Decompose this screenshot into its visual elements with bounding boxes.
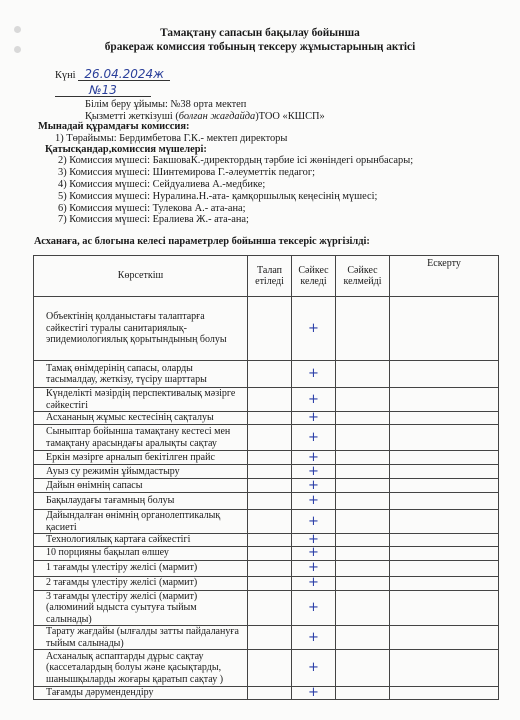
header-compliant: Сәйкес келеді bbox=[292, 256, 336, 297]
table-row bbox=[34, 425, 499, 451]
indicator-cell: Асхананың жұмыс кестесінің сақталуы bbox=[34, 412, 248, 425]
compliant-cell: + bbox=[292, 412, 336, 425]
table-row bbox=[34, 560, 499, 576]
compliant-cell: + bbox=[292, 425, 336, 451]
table-row bbox=[34, 590, 499, 626]
header-required: Талап етіледі bbox=[248, 256, 292, 297]
note-cell bbox=[390, 650, 499, 687]
compliant-cell: + bbox=[292, 361, 336, 388]
organization-line: Білім беру ұйымы: №38 орта мектеп bbox=[85, 99, 247, 110]
doc-title-line2: бракераж комиссия тобының тексеру жұмыстарының актісі bbox=[104, 41, 416, 53]
noncompliant-cell bbox=[336, 412, 390, 425]
noncompliant-cell bbox=[336, 650, 390, 687]
indicator-cell: Еркін мәзірге арналып бекітілген прайс bbox=[34, 451, 248, 465]
noncompliant-cell bbox=[336, 361, 390, 388]
member-line: 3) Комиссия мүшесі: Шинтемирова Г.-әлеуметтік педагог; bbox=[58, 167, 316, 178]
date-value: 26.04.2024ж bbox=[78, 68, 170, 81]
compliant-cell: + bbox=[292, 510, 336, 534]
table-row bbox=[34, 493, 499, 510]
indicator-cell: Асханалық аспаптарды дұрыс сақтау (кассеталардың болуы және қасықтарды, шанышқыларды жоғары қаратып сақтау ) bbox=[34, 650, 248, 687]
supplier-italic: болған жағдайда bbox=[178, 111, 256, 122]
table-row bbox=[34, 412, 499, 425]
indicator-cell: Күнделікті мәзірдің перспективалық мәзірге сәйкестігі bbox=[34, 388, 248, 412]
noncompliant-cell bbox=[336, 546, 390, 560]
note-cell bbox=[390, 560, 499, 576]
note-cell bbox=[390, 388, 499, 412]
member-line: 2) Комиссия мүшесі: БакшоваК.-директордың тәрбие ісі жөніндегі орынбасары; bbox=[58, 155, 414, 166]
note-cell bbox=[390, 451, 499, 465]
doc-title-line1: Тамақтану сапасын бақылау бойынша bbox=[160, 27, 360, 39]
note-cell bbox=[390, 425, 499, 451]
supplier-prefix: Қызметті жеткізуші ( bbox=[85, 111, 179, 122]
note-cell bbox=[390, 626, 499, 650]
required-cell bbox=[248, 465, 292, 479]
required-cell bbox=[248, 687, 292, 700]
indicator-cell: Тамақ өнімдерінің сапасы, оларды тасымалдау, жеткізу, түсіру шарттары bbox=[34, 361, 248, 388]
noncompliant-cell bbox=[336, 465, 390, 479]
table-row bbox=[34, 687, 499, 700]
table-row bbox=[34, 534, 499, 547]
required-cell bbox=[248, 412, 292, 425]
noncompliant-cell bbox=[336, 534, 390, 547]
table-row bbox=[34, 388, 499, 412]
note-cell bbox=[390, 465, 499, 479]
indicator-cell: 10 порцияны бақылап өлшеу bbox=[34, 546, 248, 560]
noncompliant-cell bbox=[336, 493, 390, 510]
member-line: 5) Комиссия мүшесі: Нуралина.Н.-ата- қамқоршылық кеңесінің мүшесі; bbox=[58, 191, 378, 202]
noncompliant-cell bbox=[336, 425, 390, 451]
number-row bbox=[55, 84, 151, 98]
note-cell bbox=[390, 534, 499, 547]
required-cell bbox=[248, 590, 292, 626]
member-line: 7) Комиссия мүшесі: Ералиева Ж.- ата-ана; bbox=[58, 214, 249, 225]
inspection-table bbox=[33, 255, 499, 700]
required-cell bbox=[248, 546, 292, 560]
table-row bbox=[34, 465, 499, 479]
note-cell bbox=[390, 297, 499, 361]
compliant-cell: + bbox=[292, 590, 336, 626]
note-cell bbox=[390, 590, 499, 626]
noncompliant-cell bbox=[336, 626, 390, 650]
required-cell bbox=[248, 361, 292, 388]
table-row bbox=[34, 510, 499, 534]
date-label: Күні bbox=[55, 70, 76, 81]
compliant-cell: + bbox=[292, 650, 336, 687]
table-row bbox=[34, 451, 499, 465]
required-cell bbox=[248, 479, 292, 493]
required-cell bbox=[248, 493, 292, 510]
required-cell bbox=[248, 576, 292, 590]
indicator-cell: Ауыз су режимін ұйымдастыру bbox=[34, 465, 248, 479]
header-noncompliant: Сәйкес келмейді bbox=[336, 256, 390, 297]
noncompliant-cell bbox=[336, 297, 390, 361]
note-cell bbox=[390, 576, 499, 590]
note-cell bbox=[390, 361, 499, 388]
indicator-cell: 1 тағамды үлестіру желісі (мармит) bbox=[34, 560, 248, 576]
table-row bbox=[34, 479, 499, 493]
note-cell bbox=[390, 687, 499, 700]
required-cell bbox=[248, 534, 292, 547]
table-header-row bbox=[34, 256, 499, 297]
required-cell bbox=[248, 297, 292, 361]
required-cell bbox=[248, 451, 292, 465]
indicator-cell: Сыныптар бойынша тамақтану кестесі мен тамақтану арасындағы аралықты сақтау bbox=[34, 425, 248, 451]
number-value: №13 bbox=[55, 84, 151, 97]
required-cell bbox=[248, 425, 292, 451]
member-line: 4) Комиссия мүшесі: Сейдуалиева А.-медбике; bbox=[58, 179, 266, 190]
indicator-cell: Технологиялық картаға сәйкестігі bbox=[34, 534, 248, 547]
header-note: Ескерту bbox=[390, 256, 499, 297]
noncompliant-cell bbox=[336, 388, 390, 412]
compliant-cell: + bbox=[292, 534, 336, 547]
required-cell bbox=[248, 510, 292, 534]
note-cell bbox=[390, 479, 499, 493]
indicator-cell: Объектінің қолданыстағы талаптарға сәйкестігі туралы санитариялық-эпидемиологиялық қорытындының болуы bbox=[34, 297, 248, 361]
date-row bbox=[55, 68, 170, 82]
header-indicator: Көрсеткіш bbox=[34, 256, 248, 297]
supplier-suffix: )ТОО «КШСП» bbox=[255, 111, 325, 122]
compliant-cell: + bbox=[292, 687, 336, 700]
indicator-cell: Тарату жағдайы (ылғалды затты пайдалануға тыйым салынады) bbox=[34, 626, 248, 650]
note-cell bbox=[390, 546, 499, 560]
commission-header: Мынадай құрамдағы комиссия: bbox=[38, 121, 190, 132]
noncompliant-cell bbox=[336, 576, 390, 590]
noncompliant-cell bbox=[336, 590, 390, 626]
required-cell bbox=[248, 560, 292, 576]
note-cell bbox=[390, 412, 499, 425]
compliant-cell: + bbox=[292, 388, 336, 412]
note-cell bbox=[390, 493, 499, 510]
members-header: Қатысқандар,комиссия мүшелері: bbox=[45, 144, 207, 155]
table-row bbox=[34, 626, 499, 650]
compliant-cell: + bbox=[292, 479, 336, 493]
indicator-cell: Дайын өнімнің сапасы bbox=[34, 479, 248, 493]
table-body bbox=[34, 297, 499, 700]
required-cell bbox=[248, 626, 292, 650]
noncompliant-cell bbox=[336, 451, 390, 465]
noncompliant-cell bbox=[336, 510, 390, 534]
required-cell bbox=[248, 388, 292, 412]
table-row bbox=[34, 576, 499, 590]
compliant-cell: + bbox=[292, 626, 336, 650]
compliant-cell: + bbox=[292, 493, 336, 510]
indicator-cell: 3 тағамды үлестіру желісі (мармит) (алюминий ыдыста суытуға тыйым салынады) bbox=[34, 590, 248, 626]
member-line: 6) Комиссия мүшесі: Тулекова А.- ата-ана; bbox=[58, 203, 246, 214]
compliant-cell: + bbox=[292, 560, 336, 576]
compliant-cell: + bbox=[292, 451, 336, 465]
table-row bbox=[34, 361, 499, 388]
indicator-cell: 2 тағамды үлестіру желісі (мармит) bbox=[34, 576, 248, 590]
noncompliant-cell bbox=[336, 479, 390, 493]
indicator-cell: Дайындалған өнімнің органолептикалық қасиеті bbox=[34, 510, 248, 534]
table-row bbox=[34, 546, 499, 560]
compliant-cell: + bbox=[292, 465, 336, 479]
table-row bbox=[34, 650, 499, 687]
commission-chair: 1) Төрайымы: Бердимбетова Г.К.- мектеп директоры bbox=[55, 133, 288, 144]
section-title: Асханаға, ас блогына келесі параметрлер бойынша тексеріс жүргізілді: bbox=[34, 236, 370, 247]
indicator-cell: Тағамды дәрумендендіру bbox=[34, 687, 248, 700]
noncompliant-cell bbox=[336, 687, 390, 700]
note-cell bbox=[390, 510, 499, 534]
compliant-cell: + bbox=[292, 576, 336, 590]
table-row bbox=[34, 297, 499, 361]
indicator-cell: Бақылаудағы тағамның болуы bbox=[34, 493, 248, 510]
noncompliant-cell bbox=[336, 560, 390, 576]
required-cell bbox=[248, 650, 292, 687]
compliant-cell: + bbox=[292, 546, 336, 560]
compliant-cell: + bbox=[292, 297, 336, 361]
